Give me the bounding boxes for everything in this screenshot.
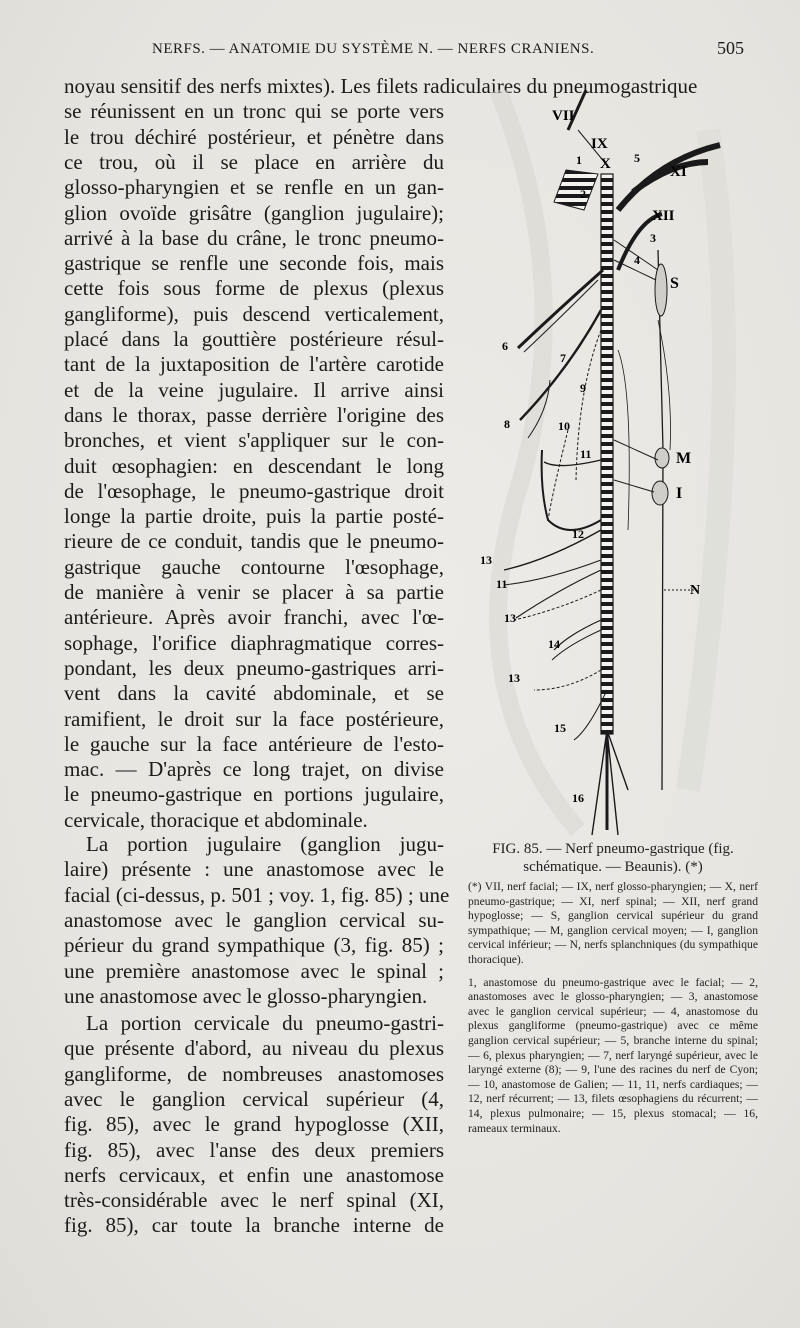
label-1: 1 (576, 153, 582, 167)
label-14: 14 (548, 637, 560, 651)
text-line: fig. 85), car toute la branche interne de (64, 1213, 444, 1238)
text-line: et de la veine jugulaire. Il arrive ainsi (64, 377, 444, 402)
label-11-cardiac-upper: 11 (580, 447, 592, 461)
caption-title: FIG. 85. — Nerf pneumo-gastrique (fig. schématique. — Beaunis). (*) (492, 841, 734, 875)
superior-cervical-ganglion (655, 264, 667, 316)
text-line: rieure de ce conduit, tandis que le pneumo- (64, 529, 444, 554)
text-line: de manière à venir se placer à sa partie (64, 580, 444, 604)
text-line: duit œsophagien: en descendant le long (64, 453, 444, 478)
text-line: le trou déchiré postérieur, et pénètre dans (64, 124, 444, 149)
text-line: tant de la juxtaposition de l'artère carotide (64, 352, 444, 377)
text-line: noyau sensitif des nerfs mixtes). Les filets radiculaires du pneumogastrique (64, 74, 698, 98)
text-line: fig. 85), avec le grand hypoglosse (XII, (64, 1112, 444, 1137)
text-line: glosso-pharyngien et se renfle en un gan- (64, 175, 444, 200)
text-line: bronches, et vient s'appliquer sur le con- (64, 428, 444, 453)
label-5: 5 (634, 151, 640, 165)
pulmonary-plexus (554, 620, 601, 650)
galien-anastomosis (548, 430, 568, 520)
label-10: 10 (558, 419, 570, 433)
text-line: longe la partie droite, puis la partie posté- (64, 504, 444, 529)
text-line: anastomose avec le ganglion cervical su- (64, 907, 444, 932)
running-head (152, 40, 744, 58)
label-M: M (676, 450, 692, 467)
figure-85-vagus-nerve (458, 90, 758, 840)
text-line: de l'œsophage, le pneumo-gastrique droit (64, 478, 444, 503)
text-line: mac. — D'après ce long trajet, on divise (64, 757, 444, 782)
label-8: 8 (504, 417, 510, 431)
label-3: 3 (650, 231, 656, 245)
text-line: La portion cervicale du pneumo-gastri- (86, 1011, 444, 1035)
label-16: 16 (572, 791, 584, 805)
text-line: laire) présente : une anastomose avec le (64, 857, 444, 882)
label-13-middle: 13 (504, 611, 516, 625)
label-13-lower: 13 (508, 671, 520, 685)
text-line: le pneumo-gastrique en portions jugulaire, (64, 782, 444, 807)
running-head-title: NERFS. — ANATOMIE DU SYSTÈME N. — NERFS CRANIENS. (152, 41, 595, 57)
inferior-cervical-ganglion (652, 481, 668, 505)
text-line: gangliforme, de nombreuses anastomoses (64, 1061, 444, 1086)
label-2: 2 (580, 187, 586, 201)
text-line: ramifient, le droit sur la face postérieure, (64, 706, 444, 731)
text-line: cervicale, thoracique et abdominale. (64, 807, 368, 832)
text-line: facial (ci-dessus, p. 501 ; voy. 1, fig. 85) ; une (64, 882, 450, 907)
middle-cervical-ganglion (655, 448, 669, 468)
label-9: 9 (580, 381, 586, 395)
label-13-upper: 13 (480, 553, 492, 567)
text-line: gangliforme), puis descend verticalement, (64, 301, 444, 326)
text-line: sophage, l'orifice diaphragmatique corres- (64, 630, 444, 655)
label-15: 15 (554, 721, 566, 735)
label-11-cardiac-lower: 11 (496, 577, 508, 591)
pharyngeal-plexus (518, 270, 603, 348)
text-line: La portion jugulaire (ganglion jugu- (86, 832, 444, 856)
label-VII: VII (552, 108, 575, 124)
page-number: 505 (717, 38, 744, 58)
label-12: 12 (572, 527, 584, 541)
text-line: une anastomose avec le glosso-pharyngien. (64, 983, 428, 1008)
text-line: que présente d'abord, au niveau du plexus (64, 1036, 444, 1061)
figure-caption (468, 840, 758, 1136)
text-line: ce trou, où il se place en arrière du (64, 149, 444, 174)
oesophageal-filaments (516, 570, 601, 618)
text-line: glion ovoïde grisâtre (ganglion jugulaire); (64, 200, 444, 225)
text-line: le gauche sur la face antérieure de l'esto- (64, 731, 444, 756)
text-line: arrivé à la base du crâne, le tronc pneumo- (64, 225, 444, 250)
label-I: I (676, 485, 683, 502)
text-line: dans le thorax, passe derrière l'origine des (64, 402, 444, 427)
caption-note: (*) VII, nerf facial; — IX, nerf glosso-pharyngien; — X, nerf pneumo-gastrique; — XI, nerf spinal; — XII, nerf grand hypoglosse; — S, ganglion cervical supérieur du grand sympathique; — M, ganglion cervical moyen; — I, ganglion cervical inférieur; — N, nerfs splanchniques (du sympathique thoracique). (468, 880, 758, 966)
label-6: 6 (502, 339, 508, 353)
text-line: pondant, les deux pneumo-gastriques arri- (64, 655, 444, 680)
caption-legend: 1, anastomose du pneumo-gastrique avec le facial; — 2, anastomoses avec le glosso-pharyngien; — 3, anastomose avec le ganglion cervical supérieur; — 4, anastomose du plexus gangliforme (pneumo-gastrique) avec ce même ganglion cervical supérieur; — 5, branche interne du spinal; — 6, plexus pharyngien; — 7, nerf laryngé supérieur, avec le laryngé externe (8); — 9, l'une des racines du nerf de Cyon; — 10, anastomose de Galien; — 11, 11, nerfs cardiaques; — 12, nerf récurrent; — 13, filets œsophagiens du récurrent; — 14, plexus pulmonaire; — 15, plexus stomacal; — 16, rameaux terminaux. (468, 975, 758, 1135)
glossopharyngeal-nerve (554, 170, 598, 210)
text-line: placé dans la gouttière postérieure résul- (64, 327, 444, 351)
label-S: S (670, 275, 679, 292)
text-line: une première anastomose avec le spinal ; (64, 958, 444, 983)
cardiac-nerve (544, 460, 601, 466)
vagus-nerve-schematic (458, 90, 758, 840)
label-XII: XII (652, 208, 675, 224)
vagus-trunk (601, 174, 613, 734)
text-line: fig. 85), avec l'anse des deux premiers (64, 1137, 444, 1162)
text-line: périeur du grand sympathique (3, fig. 85) ; (64, 933, 444, 958)
text-line: se réunissent en un tronc qui se porte vers (64, 99, 444, 124)
label-7: 7 (560, 351, 566, 365)
text-line: cette fois sous forme de plexus (plexus (64, 276, 444, 301)
text-line: très-considérable avec le nerf spinal (XI, (64, 1188, 444, 1213)
text-line: avec le ganglion cervical supérieur (4, (64, 1086, 444, 1111)
label-4: 4 (634, 253, 640, 267)
text-line: gastrique se renfle une seconde fois, mais (64, 251, 444, 276)
terminal-branches (592, 730, 628, 835)
label-X: X (600, 156, 611, 172)
text-line: vent dans la cavité abdominale, et se (64, 681, 444, 706)
label-N: N (690, 583, 701, 598)
text-line: gastrique gauche contourne l'œsophage, (64, 554, 444, 579)
text-line: nerfs cervicaux, et enfin une anastomose (64, 1162, 444, 1187)
label-IX: IX (591, 136, 608, 152)
label-XI: XI (670, 164, 687, 180)
text-line: antérieure. Après avoir franchi, avec l'œ- (64, 605, 444, 630)
